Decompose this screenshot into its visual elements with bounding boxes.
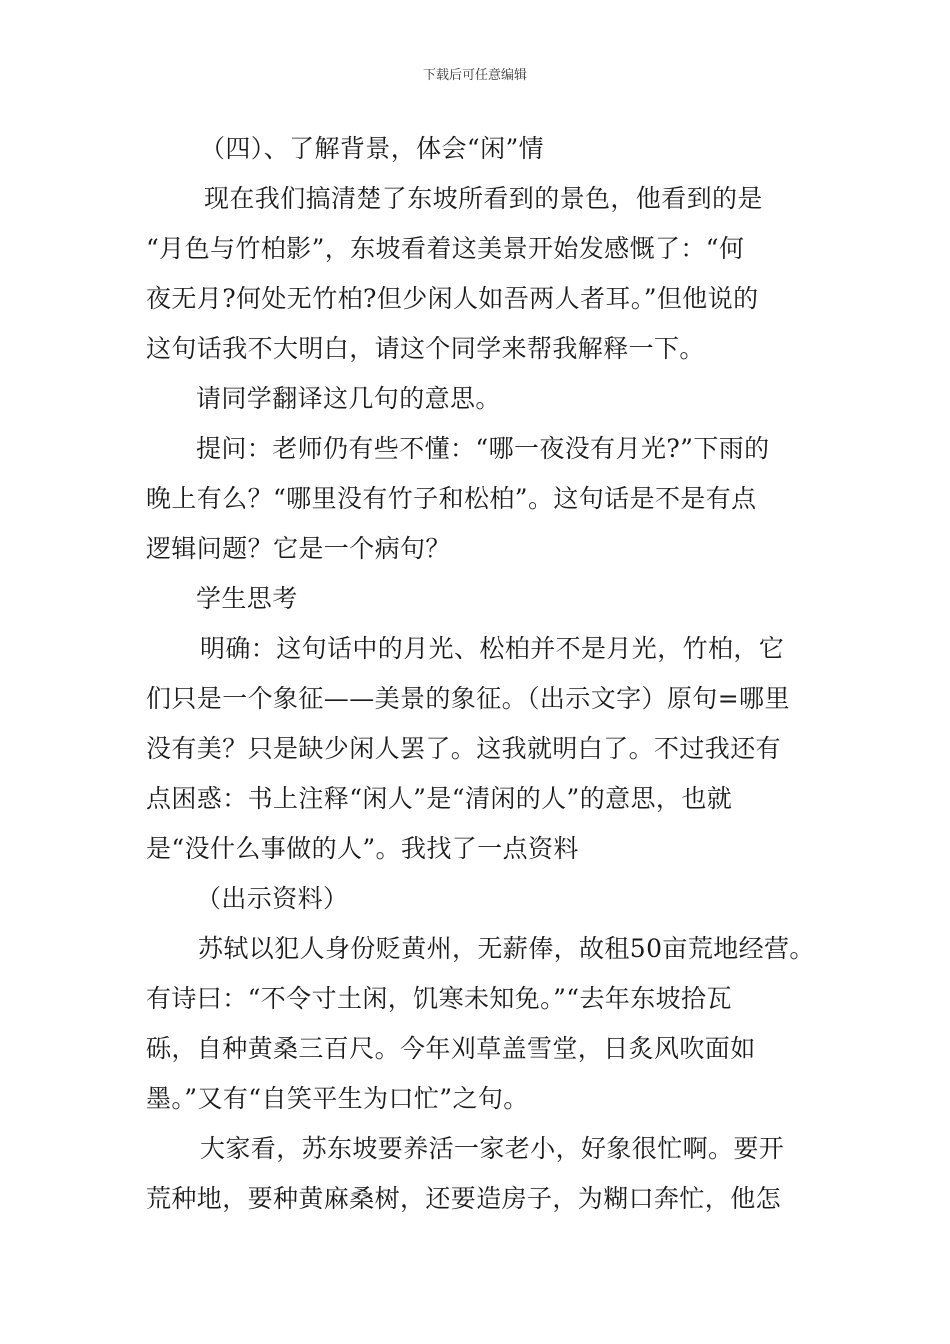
text-line: （出示资料） xyxy=(196,884,349,913)
text-line: 苏轼以犯人身份贬黄州，无薪俸，故租50亩荒地经营。 xyxy=(198,934,815,963)
text-line: 晚上有么？“哪里没有竹子和松柏”。这句话是不是有点 xyxy=(146,484,757,513)
section-heading: （四）、了解背景，体会“闲”情 xyxy=(200,134,545,163)
text-line: 们只是一个象征——美景的象征。（出示文字）原句=哪里 xyxy=(146,684,790,713)
text-line: 提问：老师仍有些不懂：“哪一夜没有月光?”下雨的 xyxy=(196,434,770,463)
page-header: 下载后可任意编辑 xyxy=(422,68,527,83)
text-line: 点困惑：书上注释“闲人”是“清闲的人”的意思，也就 xyxy=(146,784,733,813)
text-line: 学生思考 xyxy=(196,584,298,613)
text-line: 明确：这句话中的月光、松柏并不是月光，竹柏，它 xyxy=(200,634,785,663)
text-line: 逻辑问题？它是一个病句？ xyxy=(146,534,451,563)
text-line: 请同学翻译这几句的意思。 xyxy=(196,384,501,413)
text-line: 荒种地，要种黄麻桑树，还要造房子，为糊口奔忙，他怎 xyxy=(146,1184,782,1213)
text-line: 是“没什么事做的人”。我找了一点资料 xyxy=(146,834,579,863)
text-line: 没有美？只是缺少闲人罢了。这我就明白了。不过我还有 xyxy=(146,734,782,763)
text-line: 有诗曰：“不令寸土闲，饥寒未知免。”“去年东坡拾瓦 xyxy=(146,984,732,1013)
text-line: 大家看，苏东坡要养活一家老小，好象很忙啊。要开 xyxy=(200,1134,785,1163)
text-line: 砾，自种黄桑三百尺。今年刈草盖雪堂，日炙风吹面如 xyxy=(146,1034,756,1063)
text-line: 夜无月?何处无竹柏?但少闲人如吾两人者耳。”但他说的 xyxy=(146,284,759,313)
text-line: 现在我们搞清楚了东坡所看到的景色，他看到的是 xyxy=(204,184,763,213)
text-line: 墨。”又有“自笑平生为口忙”之句。 xyxy=(146,1084,529,1113)
text-line: 这句话我不大明白，请这个同学来帮我解释一下。 xyxy=(146,334,705,363)
text-line: “月色与竹柏影”，东坡看着这美景开始发感慨了：“何 xyxy=(146,234,745,263)
